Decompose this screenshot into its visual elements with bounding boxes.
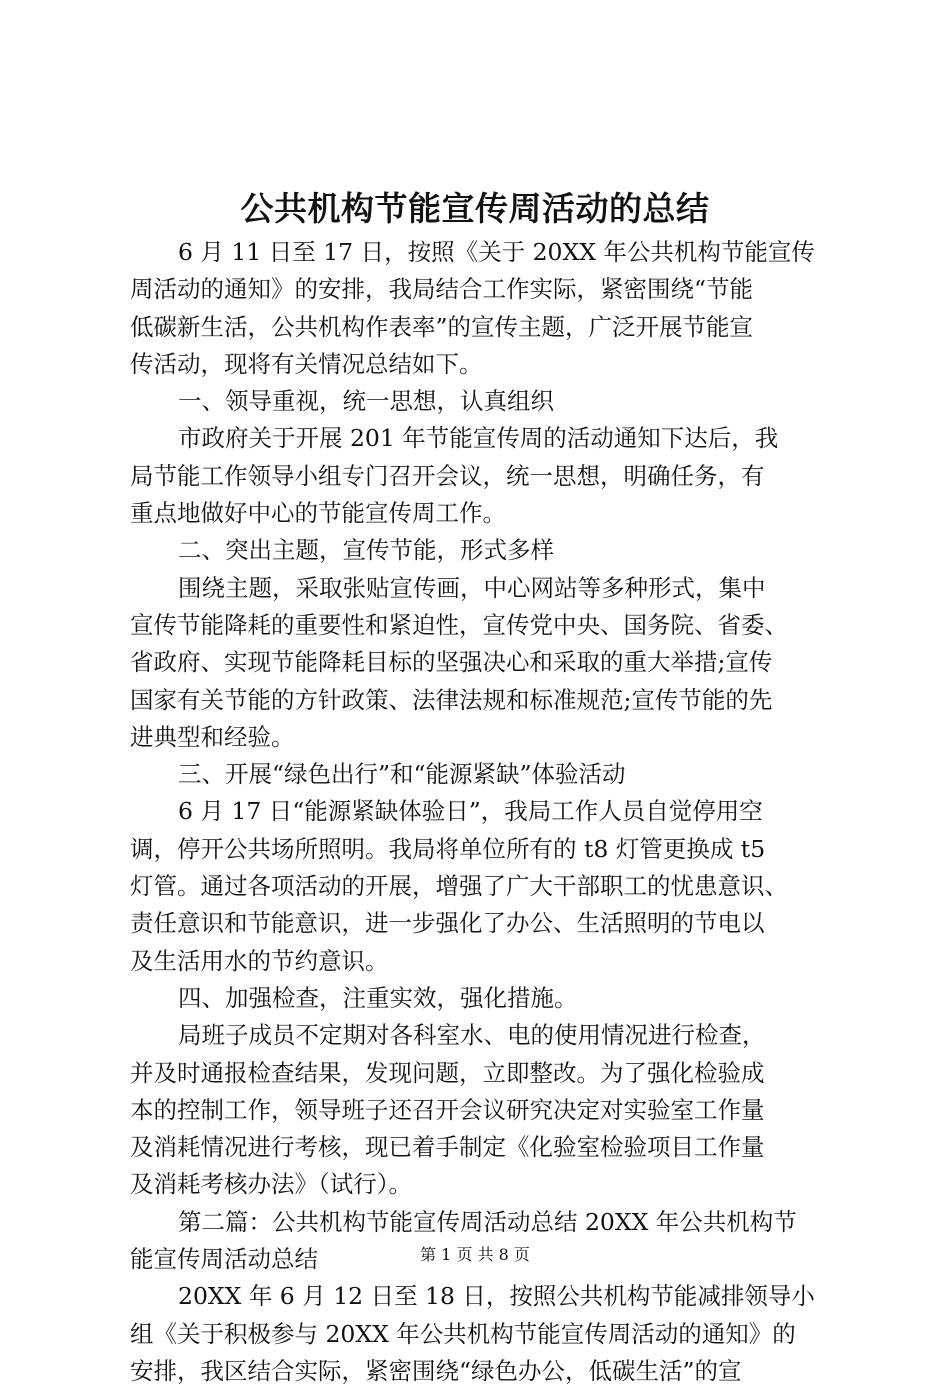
body-line: 本的控制工作，领导班子还召开会议研究决定对实验室工作量 [130, 1095, 765, 1124]
body-line: 市政府关于开展 201 年节能宣传周的活动通知下达后，我 [178, 424, 779, 453]
body-line: 一、领导重视，统一思想，认真组织 [178, 387, 554, 416]
body-line: 灯管。通过各项活动的开展，增强了广大干部职工的忧患意识、 [130, 872, 788, 901]
body-line: 宣传节能降耗的重要性和紧迫性，宣传党中央、国务院、省委、 [130, 610, 788, 639]
body-line: 进典型和经验。 [130, 722, 295, 751]
body-line: 省政府、实现节能降耗目标的坚强决心和采取的重大举措;宣传 [130, 648, 773, 677]
body-line: 20XX 年 6 月 12 日至 18 日，按照公共机构节能减排领导小 [178, 1282, 815, 1311]
body-line: 局班子成员不定期对各科室水、电的使用情况进行检查， [178, 1021, 766, 1050]
body-line: 局节能工作领导小组专门召开会议，统一思想，明确任务，有 [130, 461, 765, 490]
body-line: 四、加强检查，注重实效，强化措施。 [178, 983, 578, 1012]
body-line: 组《关于积极参与 20XX 年公共机构节能宣传周活动的通知》的 [130, 1319, 796, 1348]
body-line: 三、开展“绿色出行”和“能源紧缺”体验活动 [178, 760, 626, 789]
document-body [130, 234, 830, 1390]
body-line: 第二篇：公共机构节能宣传周活动总结 20XX 年公共机构节 [178, 1207, 797, 1236]
body-line: 及消耗考核办法》（试行）。 [130, 1170, 412, 1199]
body-line: 重点地做好中心的节能宣传周工作。 [130, 499, 506, 528]
document-title: 公共机构节能宣传周活动的总结 [240, 189, 710, 228]
body-line: 6 月 17 日“能源紧缺体验日”，我局工作人员自觉停用空 [178, 797, 763, 826]
body-line: 传活动，现将有关情况总结如下。 [130, 349, 483, 378]
body-line: 6 月 11 日至 17 日，按照《关于 20XX 年公共机构节能宣传 [178, 238, 815, 266]
body-line: 及消耗情况进行考核，现已着手制定《化验室检验项目工作量 [130, 1133, 765, 1162]
body-line: 调，停开公共场所照明。我局将单位所有的 t8 灯管更换成 t5 [130, 834, 766, 863]
body-line: 安排，我区结合实际，紧密围绕“绿色办公，低碳生活”的宣 [130, 1356, 742, 1385]
body-line: 并及时通报检查结果，发现问题，立即整改。为了强化检验成 [130, 1058, 765, 1087]
body-line: 及生活用水的节约意识。 [130, 946, 389, 975]
body-line: 围绕主题，采取张贴宣传画，中心网站等多种形式，集中 [178, 573, 766, 602]
page-footer: 第 1 页 共 8 页 [420, 1245, 530, 1264]
body-line: 能宣传周活动总结 [130, 1245, 318, 1274]
body-line: 周活动的通知》的安排，我局结合工作实际，紧密围绕“节能 [130, 275, 754, 304]
body-line: 二、突出主题，宣传节能，形式多样 [178, 536, 554, 565]
body-line: 责任意识和节能意识，进一步强化了办公、生活照明的节电以 [130, 909, 765, 938]
body-line: 国家有关节能的方针政策、法律法规和标准规范;宣传节能的先 [130, 685, 773, 714]
body-line: 低碳新生活，公共机构作表率”的宣传主题，广泛开展节能宣 [130, 312, 754, 341]
